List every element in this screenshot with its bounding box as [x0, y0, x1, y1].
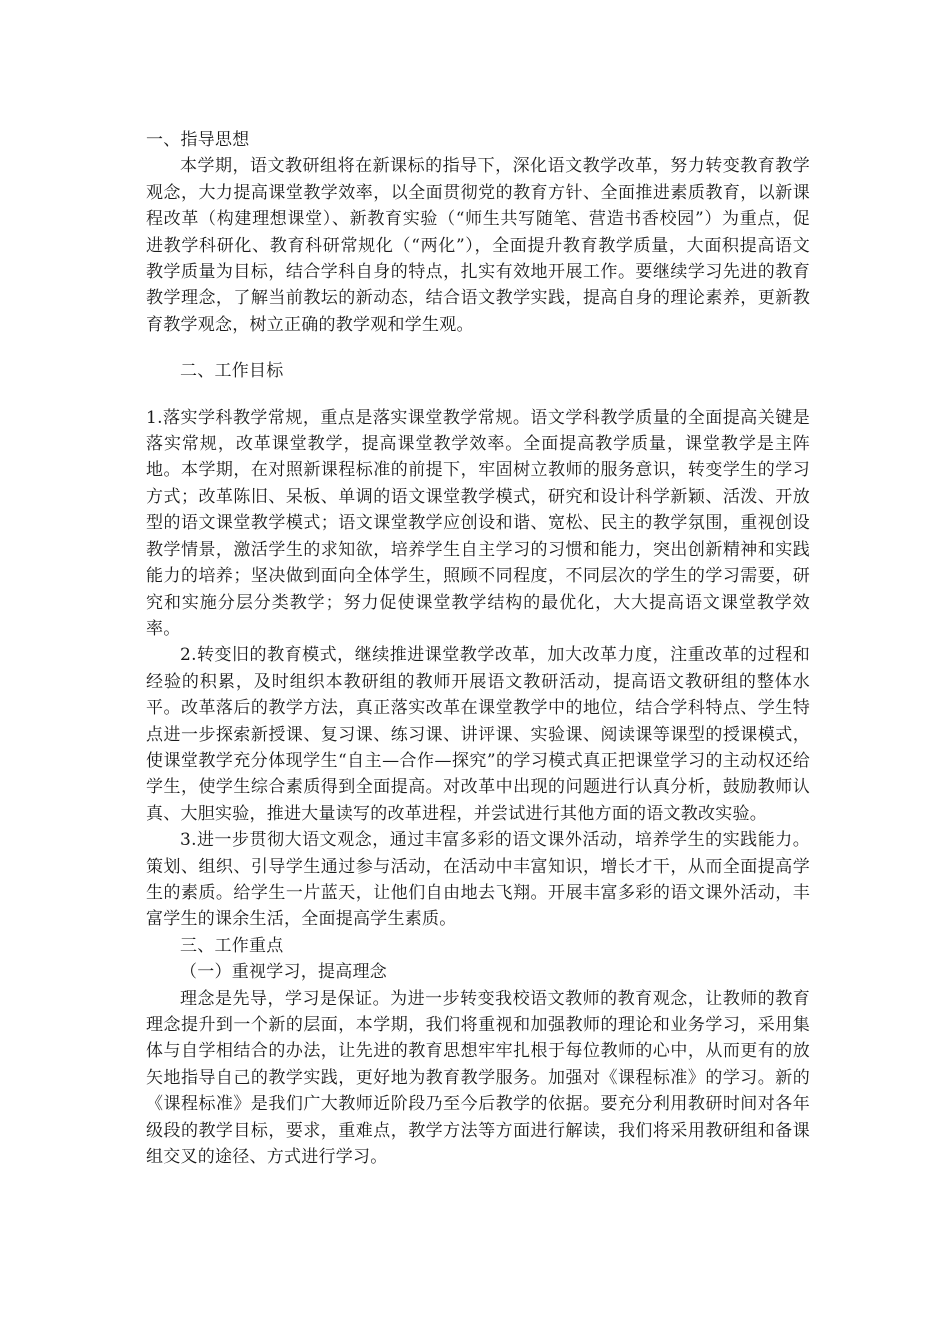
section-paragraph-guiding-ideology: 本学期，语文教研组将在新课标的指导下，深化语文教学改革，努力转变教育教学观念，大力提高课堂教学效率，以全面贯彻党的教育方针、全面推进素质教育，以新课程改革（构建理想课堂）、新教育实验（“师生共写随笔、营造书香校园”）为重点，促进教学科研化、教育科研常规化（“两化”），全面提升教育教学质量，大面积提高语文教学质量为目标，结合学科自身的特点，扎实有效地开展工作。要继续学习先进的教育教学理念，了解当前教坛的新动态，结合语文教学实践，提高自身的理论素养，更新教育教学观念，树立正确的教学观和学生观。	[146, 156, 810, 335]
section-subheading-study: （一）重视学习，提高理念	[180, 962, 387, 983]
section-heading-work-goals: 二、工作目标	[180, 361, 284, 382]
section-heading-work-focus: 三、工作重点	[180, 935, 284, 956]
document-body	[146, 127, 810, 1170]
section-heading-guiding-ideology: 一、指导思想	[146, 130, 250, 150]
work-goal-item-3: 3.进一步贯彻大语文观念，通过丰富多彩的语文课外活动，培养学生的实践能力。策划、组织、引导学生通过参与活动，在活动中丰富知识，增长才干，从而全面提高学生的素质。给学生一片蓝天，让他们自由地去飞翔。开展丰富多彩的语文课外活动，丰富学生的课余生活，全面提高学生素质。	[146, 830, 810, 930]
work-goal-item-2: 2.转变旧的教育模式，继续推进课堂教学改革，加大改革力度，注重改革的过程和经验的积累，及时组织本教研组的教师开展语文教研活动，提高语文教研组的整体水平。改革落后的教学方法，真正落实改革在课堂教学中的地位，结合学科特点、学生特点进一步探索新授课、复习课、练习课、讲评课、实验课、阅读课等课型的授课模式，使课堂教学充分体现学生“自主—合作—探究”的学习模式真正把课堂学习的主动权还给学生，使学生综合素质得到全面提高。对改革中出现的问题进行认真分析，鼓励教师认真、大胆实验，推进大量读写的改革进程，并尝试进行其他方面的语文教改实验。	[146, 645, 810, 824]
section-paragraph-study: 理念是先导，学习是保证。为进一步转变我校语文教师的教育观念，让教师的教育理念提升到一个新的层面，本学期，我们将重视和加强教师的理论和业务学习，采用集体与自学相结合的办法，让先进的教育思想牢牢扎根于每位教师的心中，从而更有的放矢地指导自己的教学实践，更好地为教育教学服务。加强对《课程标准》的学习。新的《课程标准》是我们广大教师近阶段乃至今后教学的依据。要充分利用教研时间对各年级段的教学目标，要求，重难点，教学方法等方面进行解读，我们将采用教研组和备课组交叉的途径、方式进行学习。	[146, 988, 810, 1168]
work-goal-item-1: 1.落实学科教学常规，重点是落实课堂教学常规。语文学科教学质量的全面提高关键是落实常规，改革课堂教学，提高课堂教学效率。全面提高教学质量，课堂教学是主阵地。本学期，在对照新课程标准的前提下，牢固树立教师的服务意识，转变学生的学习方式；改革陈旧、呆板、单调的语文课堂教学模式，研究和设计科学新颖、活泼、开放型的语文课堂教学模式；语文课堂教学应创设和谐、宽松、民主的教学氛围，重视创设教学情景，激活学生的求知欲，培养学生自主学习的习惯和能力，突出创新精神和实践能力的培养；坚决做到面向全体学生，照顾不同程度，不同层次的学生的学习需要，研究和实施分层分类教学；努力促使课堂教学结构的最优化，大大提高语文课堂教学效率。	[146, 407, 810, 639]
